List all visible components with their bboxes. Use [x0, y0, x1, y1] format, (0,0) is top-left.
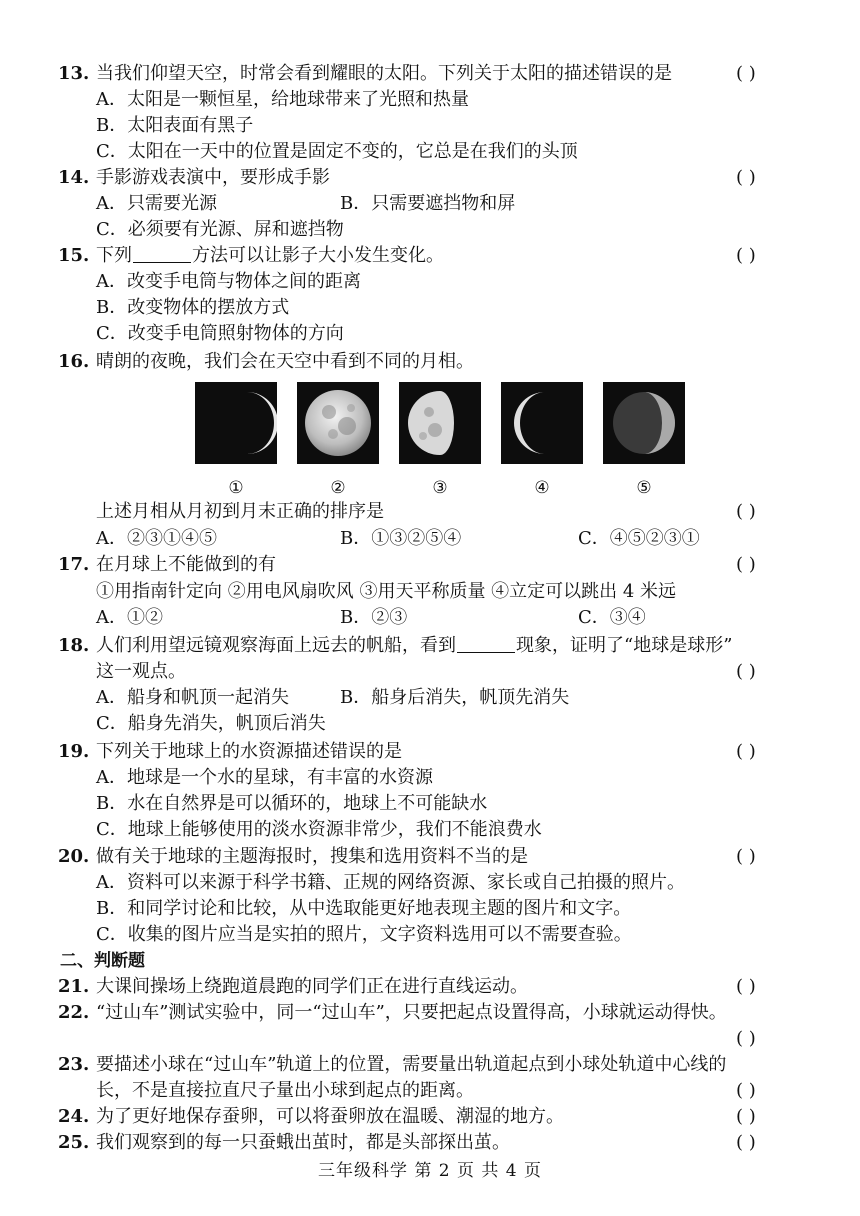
question-number: 14. [58, 167, 90, 188]
answer-paren[interactable]: ( ) [736, 554, 756, 575]
stem-post: 现象，证明了“地球是球形” [516, 635, 733, 656]
answer-paren[interactable]: ( ) [736, 501, 756, 522]
question-number: 17. [58, 554, 90, 575]
statement-text: “过山车”测试实验中，同一“过山车”，只要把起点设置得高，小球就运动得快。 [96, 1002, 727, 1023]
option-a: A．资料可以来源于科学书籍、正规的网络资源、家长或自己拍摄的照片。 [96, 872, 685, 893]
option-a: A．地球是一个水的星球，有丰富的水资源 [96, 767, 433, 788]
moon-phase-5-image [603, 382, 685, 464]
option-a: A．船身和帆顶一起消失 [96, 687, 289, 708]
question-stem [96, 634, 732, 658]
option-c: C．船身先消失，帆顶后消失 [96, 713, 326, 734]
moon-phase-3-image [399, 382, 481, 464]
fill-blank[interactable] [133, 244, 191, 263]
option-c: C．③④ [578, 607, 646, 628]
option-b: B．②③ [340, 607, 408, 628]
question-number: 21. [58, 976, 90, 997]
answer-paren[interactable]: ( ) [736, 1106, 756, 1127]
moon-phase-1-image [195, 382, 277, 464]
option-a: A．只需要光源 [96, 193, 217, 214]
answer-paren[interactable]: ( ) [736, 661, 756, 682]
page-footer: 三年级科学 第 2 页 共 4 页 [317, 1161, 543, 1181]
question-stem: 当我们仰望天空，时常会看到耀眼的太阳。下列关于太阳的描述错误的是 [96, 63, 672, 84]
question-stem [96, 244, 444, 268]
answer-paren[interactable]: ( ) [736, 167, 756, 188]
section-title: 二、判断题 [60, 951, 145, 971]
question-stem: 在月球上不能做到的有 [96, 554, 276, 575]
moon-label-5: ⑤ [636, 478, 652, 498]
stem-pre: 人们利用望远镜观察海面上远去的帆船，看到 [96, 635, 456, 656]
question-number: 16. [58, 351, 90, 372]
question-number: 20. [58, 846, 90, 867]
option-b: B．船身后消失，帆顶先消失 [340, 687, 570, 708]
fill-blank[interactable] [457, 634, 515, 653]
option-b: B．和同学讨论和比较，从中选取能更好地表现主题的图片和文字。 [96, 898, 632, 919]
statement-text-continued: 长，不是直接拉直尺子量出小球到起点的距离。 [96, 1080, 474, 1101]
answer-paren[interactable]: ( ) [736, 741, 756, 762]
question-stem-continued: 这一观点。 [96, 661, 186, 682]
answer-paren[interactable]: ( ) [736, 245, 756, 266]
answer-paren[interactable]: ( ) [736, 976, 756, 997]
option-a: A．改变手电筒与物体之间的距离 [96, 271, 361, 292]
moon-phase-4-image [501, 382, 583, 464]
option-b: B．水在自然界是可以循环的，地球上不可能缺水 [96, 793, 488, 814]
question-number: 22. [58, 1002, 90, 1023]
moon-label-4: ④ [534, 478, 550, 498]
option-c: C．太阳在一天中的位置是固定不变的，它总是在我们的头顶 [96, 141, 578, 162]
moon-phase-images [195, 382, 685, 464]
question-number: 15. [58, 245, 90, 266]
question-items: ①用指南针定向 ②用电风扇吹风 ③用天平称质量 ④立定可以跳出 4 米远 [96, 581, 677, 602]
answer-paren[interactable]: ( ) [736, 1132, 756, 1153]
answer-paren[interactable]: ( ) [736, 63, 756, 84]
question-stem: 晴朗的夜晚，我们会在天空中看到不同的月相。 [96, 351, 474, 372]
stem-post: 方法可以让影子大小发生变化。 [192, 245, 444, 266]
answer-paren[interactable]: ( ) [736, 846, 756, 867]
question-number: 13. [58, 63, 90, 84]
option-b: B．①③②⑤④ [340, 528, 462, 549]
question-number: 19. [58, 741, 90, 762]
option-a: A．②③①④⑤ [96, 528, 217, 549]
moon-label-2: ② [330, 478, 346, 498]
statement-text: 要描述小球在“过山车”轨道上的位置，需要量出轨道起点到小球处轨道中心线的 [96, 1054, 727, 1075]
stem-pre: 下列 [96, 245, 132, 266]
option-c: C．收集的图片应当是实拍的照片，文字资料选用可以不需要查验。 [96, 924, 632, 945]
option-c: C．必须要有光源、屏和遮挡物 [96, 219, 344, 240]
statement-text: 大课间操场上绕跑道晨跑的同学们正在进行直线运动。 [96, 976, 528, 997]
option-c: C．改变手电筒照射物体的方向 [96, 323, 344, 344]
option-b: B．太阳表面有黑子 [96, 115, 254, 136]
answer-paren[interactable]: ( ) [736, 1080, 756, 1101]
option-c: C．④⑤②③① [578, 528, 700, 549]
option-b: B．改变物体的摆放方式 [96, 297, 290, 318]
answer-paren[interactable]: ( ) [736, 1028, 756, 1049]
question-stem: 下列关于地球上的水资源描述错误的是 [96, 741, 402, 762]
moon-label-3: ③ [432, 478, 448, 498]
statement-text: 为了更好地保存蚕卵，可以将蚕卵放在温暖、潮湿的地方。 [96, 1106, 564, 1127]
option-a: A．①② [96, 607, 163, 628]
moon-phase-2-image [297, 382, 379, 464]
moon-label-1: ① [228, 478, 244, 498]
option-b: B．只需要遮挡物和屏 [340, 193, 516, 214]
question-sub-stem: 上述月相从月初到月末正确的排序是 [96, 501, 384, 522]
statement-text: 我们观察到的每一只蚕蛾出茧时，都是头部探出茧。 [96, 1132, 510, 1153]
question-stem: 做有关于地球的主题海报时，搜集和选用资料不当的是 [96, 846, 528, 867]
question-number: 18. [58, 635, 90, 656]
question-stem: 手影游戏表演中，要形成手影 [96, 167, 330, 188]
option-c: C．地球上能够使用的淡水资源非常少，我们不能浪费水 [96, 819, 542, 840]
question-number: 24. [58, 1106, 90, 1127]
option-a: A．太阳是一颗恒星，给地球带来了光照和热量 [96, 89, 469, 110]
question-number: 25. [58, 1132, 90, 1153]
question-number: 23. [58, 1054, 90, 1075]
